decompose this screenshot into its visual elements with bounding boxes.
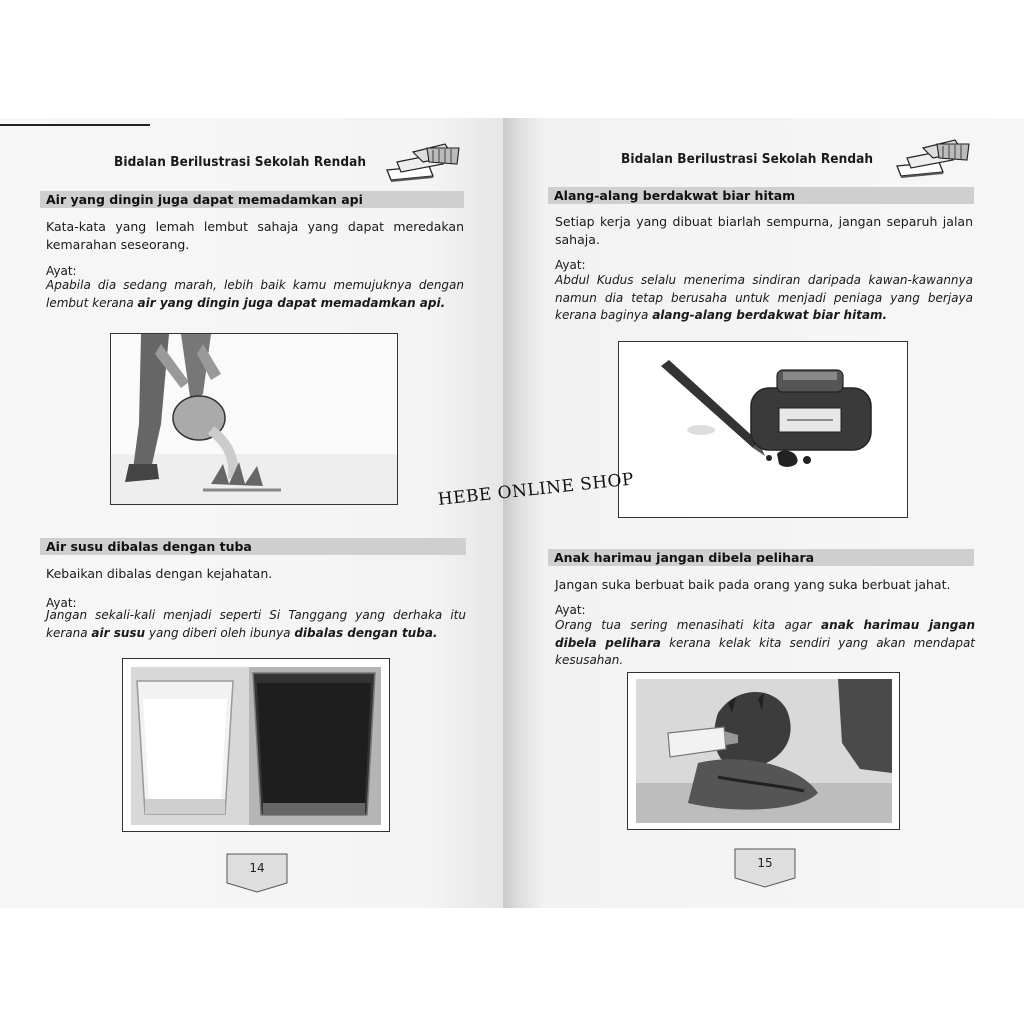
ayat-label: Ayat: [46,264,77,278]
proverb-meaning: Setiap kerja yang dibuat biarlah sempurna, jangan separuh jalan sahaja. [555,214,973,247]
proverb-title: Alang-alang berdakwat biar hitam [554,188,796,203]
page-number: 15 [757,856,773,870]
proverb-meaning: Kata-kata yang lemah lembut sahaja yang dapat meredakan kemarahan seseorang. [46,219,464,252]
proverb-title-bar [40,538,466,555]
illustration-pouring-water [110,333,398,505]
ayat-label: Ayat: [46,596,77,610]
photo-milk-and-tuba [122,658,390,832]
example-sentence: Apabila dia sedang marah, lebih baik kamu memujuknya dengan lembut kerana air yang dingin juga dapat memadamkan api. [46,278,464,310]
proverb-title: Air yang dingin juga dapat memadamkan api [46,192,363,207]
proverb-title: Air susu dibalas dengan tuba [46,539,252,554]
example-sentence: Orang tua sering menasihati kita agar anak harimau jangan dibela pelihara kerana kelak kita sendiri yang akan mendapat kesusahan. [555,618,975,667]
shop-watermark: HEBE ONLINE SHOP [436,469,635,510]
books-icon [383,142,463,182]
proverb-meaning: Jangan suka berbuat baik pada orang yang suka berbuat jahat. [555,577,951,592]
proverb-title: Anak harimau jangan dibela pelihara [554,550,815,565]
proverb-meaning: Kebaikan dibalas dengan kejahatan. [46,566,273,581]
books-icon [893,138,973,178]
proverb-title-bar [40,191,464,208]
proverb-title-bar [548,549,974,566]
example-sentence: Abdul Kudus selalu menerima sindiran daripada kawan-kawannya namun dia tetap berusaha untuk menjadi peniaga yang berjaya kerana baginya alang-alang berdakwat biar hitam. [555,273,973,322]
page-number: 14 [249,861,265,875]
ayat-label: Ayat: [555,258,586,272]
photo-tiger-cub [627,672,900,830]
example-sentence: Jangan sekali-kali menjadi seperti Si Tanggang yang derhaka itu kerana air susu yang diberi oleh ibunya dibalas dengan tuba. [46,608,466,640]
photo-pen-and-ink [618,341,908,518]
right-running-head: Bidalan Berilustrasi Sekolah Rendah [621,151,874,167]
ayat-label: Ayat: [555,603,586,617]
left-running-head: Bidalan Berilustrasi Sekolah Rendah [114,154,367,170]
top-edge-line [0,124,150,126]
proverb-title-bar [548,187,974,204]
